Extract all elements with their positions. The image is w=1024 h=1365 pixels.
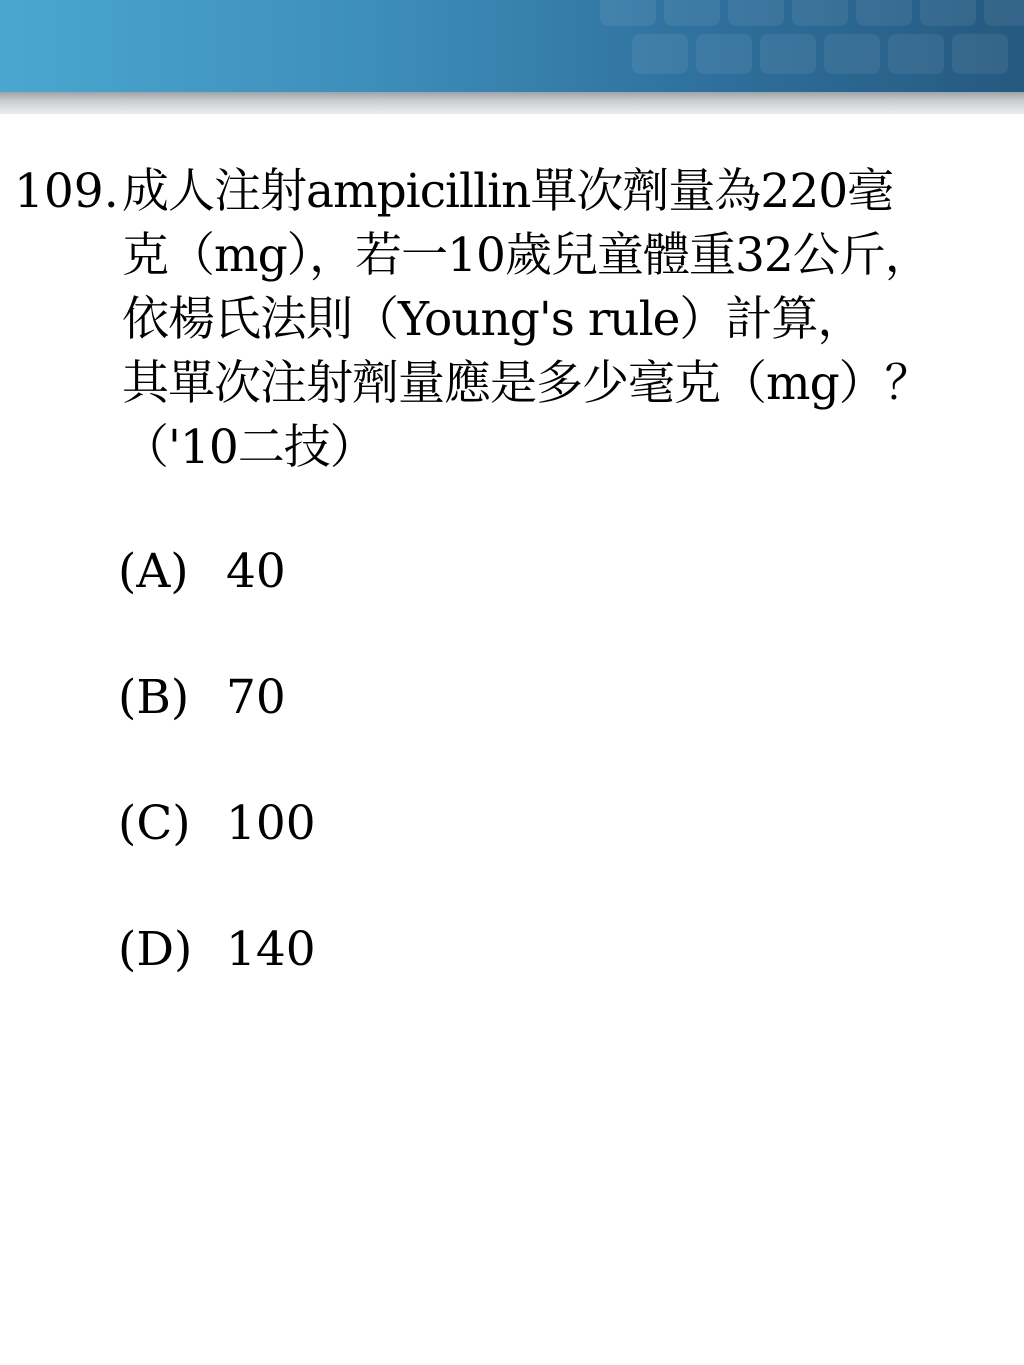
option-label: (A) (118, 544, 189, 599)
question-line: 克（mg），若一10歲兒童體重32公斤， (122, 228, 931, 283)
banner-tile-decoration (856, 0, 912, 26)
banner-tile-decoration (824, 34, 880, 74)
question-line: 依楊氏法則（Young's rule）計算， (122, 292, 864, 347)
question-number: 109. (14, 164, 119, 219)
answer-option-b[interactable] (118, 666, 316, 730)
answer-option-d[interactable] (118, 918, 316, 982)
answer-options (118, 540, 316, 1044)
header-shadow-bar (0, 92, 1024, 114)
banner-tile-decoration (664, 0, 720, 26)
question-block (14, 160, 1014, 480)
banner-tile-decoration (952, 34, 1008, 74)
option-value: 70 (226, 670, 286, 725)
banner-tile-decoration (888, 34, 944, 74)
option-value: 40 (226, 544, 286, 599)
question-line: 其單次注射劑量應是多少毫克（mg）？ (122, 356, 931, 411)
answer-option-a[interactable] (118, 540, 316, 604)
answer-option-c[interactable] (118, 792, 316, 856)
banner-tile-decoration (760, 34, 816, 74)
banner-tile-decoration (600, 0, 656, 26)
question-text (122, 160, 1014, 480)
option-label: (C) (118, 796, 191, 851)
banner-tile-decoration (696, 34, 752, 74)
banner-tile-decoration (920, 0, 976, 26)
question-line: （'10二技） (122, 420, 376, 475)
option-value: 100 (226, 796, 316, 851)
banner-tile-decoration (632, 34, 688, 74)
option-value: 140 (226, 922, 316, 977)
question-line: 成人注射ampicillin單次劑量為220毫 (122, 164, 894, 219)
header-banner (0, 0, 1024, 92)
option-label: (D) (118, 922, 193, 977)
banner-tile-decoration (792, 0, 848, 26)
banner-tile-decoration (984, 0, 1024, 26)
banner-tile-decoration (728, 0, 784, 26)
option-label: (B) (118, 670, 190, 725)
